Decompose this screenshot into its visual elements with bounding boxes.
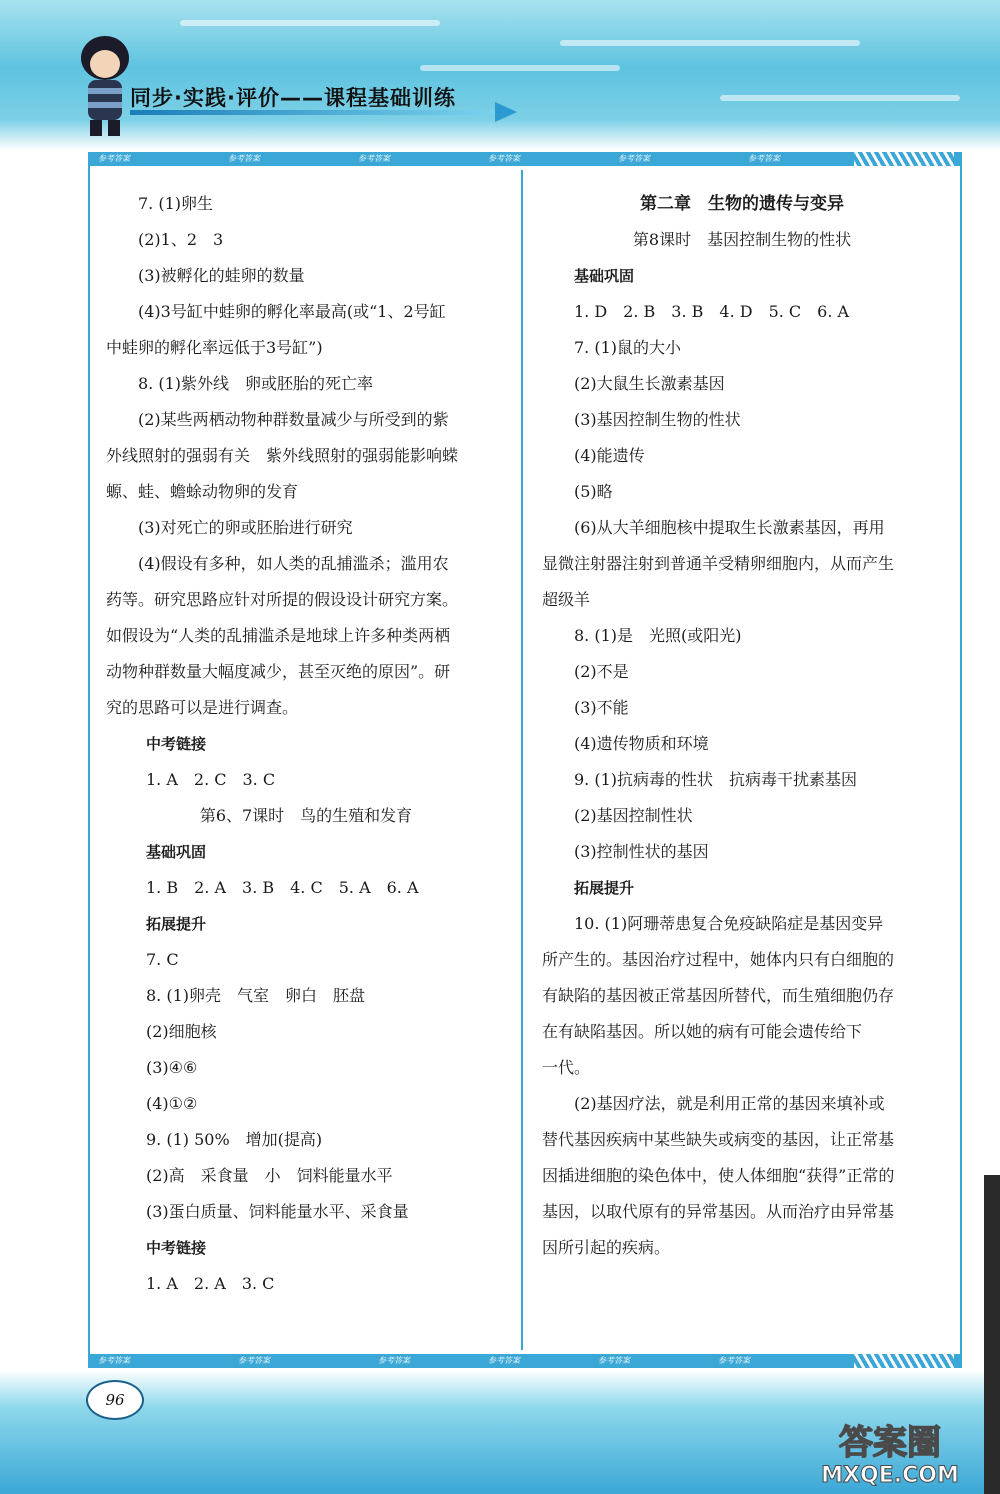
text-line: (3)对死亡的卵或胚胎进行研究: [138, 518, 353, 537]
text-line: (3)控制性状的基因: [574, 842, 709, 861]
header-streak: [420, 65, 620, 71]
text-line: 因插进细胞的染色体中，使人体细胞“获得”正常的: [542, 1166, 895, 1185]
text-line: 药等。研究思路应针对所提的假设设计研究方案。: [106, 590, 459, 609]
text-line: 动物种群数量大幅度减少，甚至灭绝的原因”。研: [106, 662, 451, 681]
text-line: 超级羊: [542, 590, 591, 609]
text-line: 9. (1) 50% 增加(提高): [146, 1130, 323, 1149]
text-line: (3)蛋白质量、饲料能量水平、采食量: [146, 1202, 409, 1221]
text-line: 一代。: [542, 1058, 591, 1077]
text-line: 中考链接: [146, 1239, 207, 1257]
column-divider: [521, 170, 523, 1350]
text-line: (6)从大羊细胞核中提取生长激素基因，再用: [574, 518, 885, 537]
text-line: 拓展提升: [146, 915, 207, 933]
stripe-label: 参考答案: [488, 1356, 520, 1365]
page-number: 96: [86, 1380, 144, 1420]
text-line: 基础巩固: [574, 267, 635, 285]
header-streak: [720, 95, 960, 101]
text-line: 究的思路可以是进行调查。: [106, 698, 299, 717]
text-line: (4)①②: [146, 1094, 198, 1113]
text-line: (2)不是: [574, 662, 629, 681]
stripe-label: 参考答案: [748, 154, 780, 163]
text-line: 9. (1)抗病毒的性状 抗病毒干扰素基因: [574, 770, 858, 789]
stripe-label: 参考答案: [618, 154, 650, 163]
text-line: 如假设为“人类的乱捕滥杀是地球上许多种类两栖: [106, 626, 451, 645]
text-line: (4)3号缸中蛙卵的孵化率最高(或“1、2号缸: [138, 302, 446, 321]
text-line: 有缺陷的基因被正常基因所替代，而生殖细胞仍存: [542, 986, 895, 1005]
text-line: 第8课时 基因控制生物的性状: [632, 230, 852, 249]
text-line: 显微注射器注射到普通羊受精卵细胞内，从而产生: [542, 554, 895, 573]
text-line: 第二章 生物的遗传与变异: [640, 194, 844, 214]
text-line: (4)能遗传: [574, 446, 645, 465]
top-stripe: [88, 152, 962, 166]
stripe-label: 参考答案: [718, 1356, 750, 1365]
text-line: (2)某些两栖动物种群数量减少与所受到的紫: [138, 410, 449, 429]
text-line: 所产生的。基因治疗过程中，她体内只有白细胞的: [542, 950, 895, 969]
text-line: 8. (1)紫外线 卵或胚胎的死亡率: [138, 374, 374, 393]
header-streak: [180, 20, 440, 26]
text-line: (2)基因疗法，就是利用正常的基因来填补或: [574, 1094, 885, 1113]
watermark-line1: 答案圈: [839, 1423, 941, 1463]
text-line: (2)大鼠生长激素基因: [574, 374, 725, 393]
title-underline: [130, 110, 500, 115]
text-line: 1. A 2. C 3. C: [146, 770, 276, 789]
text-line: 拓展提升: [574, 879, 635, 897]
watermark-logo: [800, 1414, 980, 1488]
stripe-label: 参考答案: [228, 154, 260, 163]
stripe-label: 参考答案: [358, 154, 390, 163]
text-line: (4)假设有多种，如人类的乱捕滥杀；滥用农: [138, 554, 449, 573]
stripe-label: 参考答案: [98, 1356, 130, 1365]
text-line: (5)略: [574, 482, 613, 501]
text-line: 1. B 2. A 3. B 4. C 5. A 6. A: [146, 878, 419, 897]
text-line: (2)基因控制性状: [574, 806, 693, 825]
text-line: 8. (1)卵壳 气室 卵白 胚盘: [146, 986, 366, 1005]
text-line: (2)细胞核: [146, 1022, 217, 1041]
text-line: 中蛙卵的孵化率远低于3号缸”): [106, 338, 323, 357]
text-line: 7. (1)卵生: [138, 194, 214, 213]
text-line: 基因，以取代原有的异常基因。从而治疗由异常基: [542, 1202, 895, 1221]
watermark-line2: MXQE.COM: [821, 1463, 959, 1488]
text-line: 基础巩固: [146, 843, 207, 861]
stripe-hatch: [854, 1354, 954, 1368]
text-line: 1. A 2. A 3. C: [146, 1274, 275, 1293]
series-title: 同步·实践·评价——课程基础训练: [130, 86, 456, 110]
text-line: 第6、7课时 鸟的生殖和发育: [199, 806, 413, 825]
arrow-icon: [495, 102, 517, 122]
stripe-label: 参考答案: [378, 1356, 410, 1365]
text-line: 7. C: [146, 950, 179, 969]
right-column: [542, 186, 942, 1266]
text-line: (3)④⑥: [146, 1058, 198, 1077]
text-line: 外线照射的强弱有关 紫外线照射的强弱能影响蝾: [106, 446, 459, 465]
text-line: (4)遗传物质和环境: [574, 734, 709, 753]
stripe-label: 参考答案: [488, 154, 520, 163]
stripe-hatch: [854, 152, 954, 166]
text-line: 1. D 2. B 3. B 4. D 5. C 6. A: [574, 302, 850, 321]
text-line: 替代基因疾病中某些缺失或病变的基因，让正常基: [542, 1130, 895, 1149]
text-line: (3)不能: [574, 698, 629, 717]
stripe-label: 参考答案: [238, 1356, 270, 1365]
left-column: [106, 186, 506, 1302]
text-line: 在有缺陷基因。所以她的病有可能会遗传给下: [542, 1022, 863, 1041]
header-band: [0, 0, 1000, 150]
bottom-stripe: [88, 1354, 962, 1368]
text-line: 中考链接: [146, 735, 207, 753]
text-line: (2)高 采食量 小 饲料能量水平: [146, 1166, 393, 1185]
text-line: 8. (1)是 光照(或阳光): [574, 626, 742, 645]
text-line: (3)基因控制生物的性状: [574, 410, 741, 429]
stripe-label: 参考答案: [98, 154, 130, 163]
page-edge-shadow: [984, 1175, 1000, 1494]
stripe-label: 参考答案: [598, 1356, 630, 1365]
text-line: 螈、蛙、蟾蜍动物卵的发育: [106, 482, 299, 501]
text-line: 10. (1)阿珊蒂患复合免疫缺陷症是基因变异: [574, 914, 884, 933]
text-line: 因所引起的疾病。: [542, 1238, 671, 1257]
header-streak: [560, 40, 860, 46]
text-line: (3)被孵化的蛙卵的数量: [138, 266, 305, 285]
text-line: 7. (1)鼠的大小: [574, 338, 682, 357]
text-line: (2)1、2 3: [138, 230, 224, 249]
